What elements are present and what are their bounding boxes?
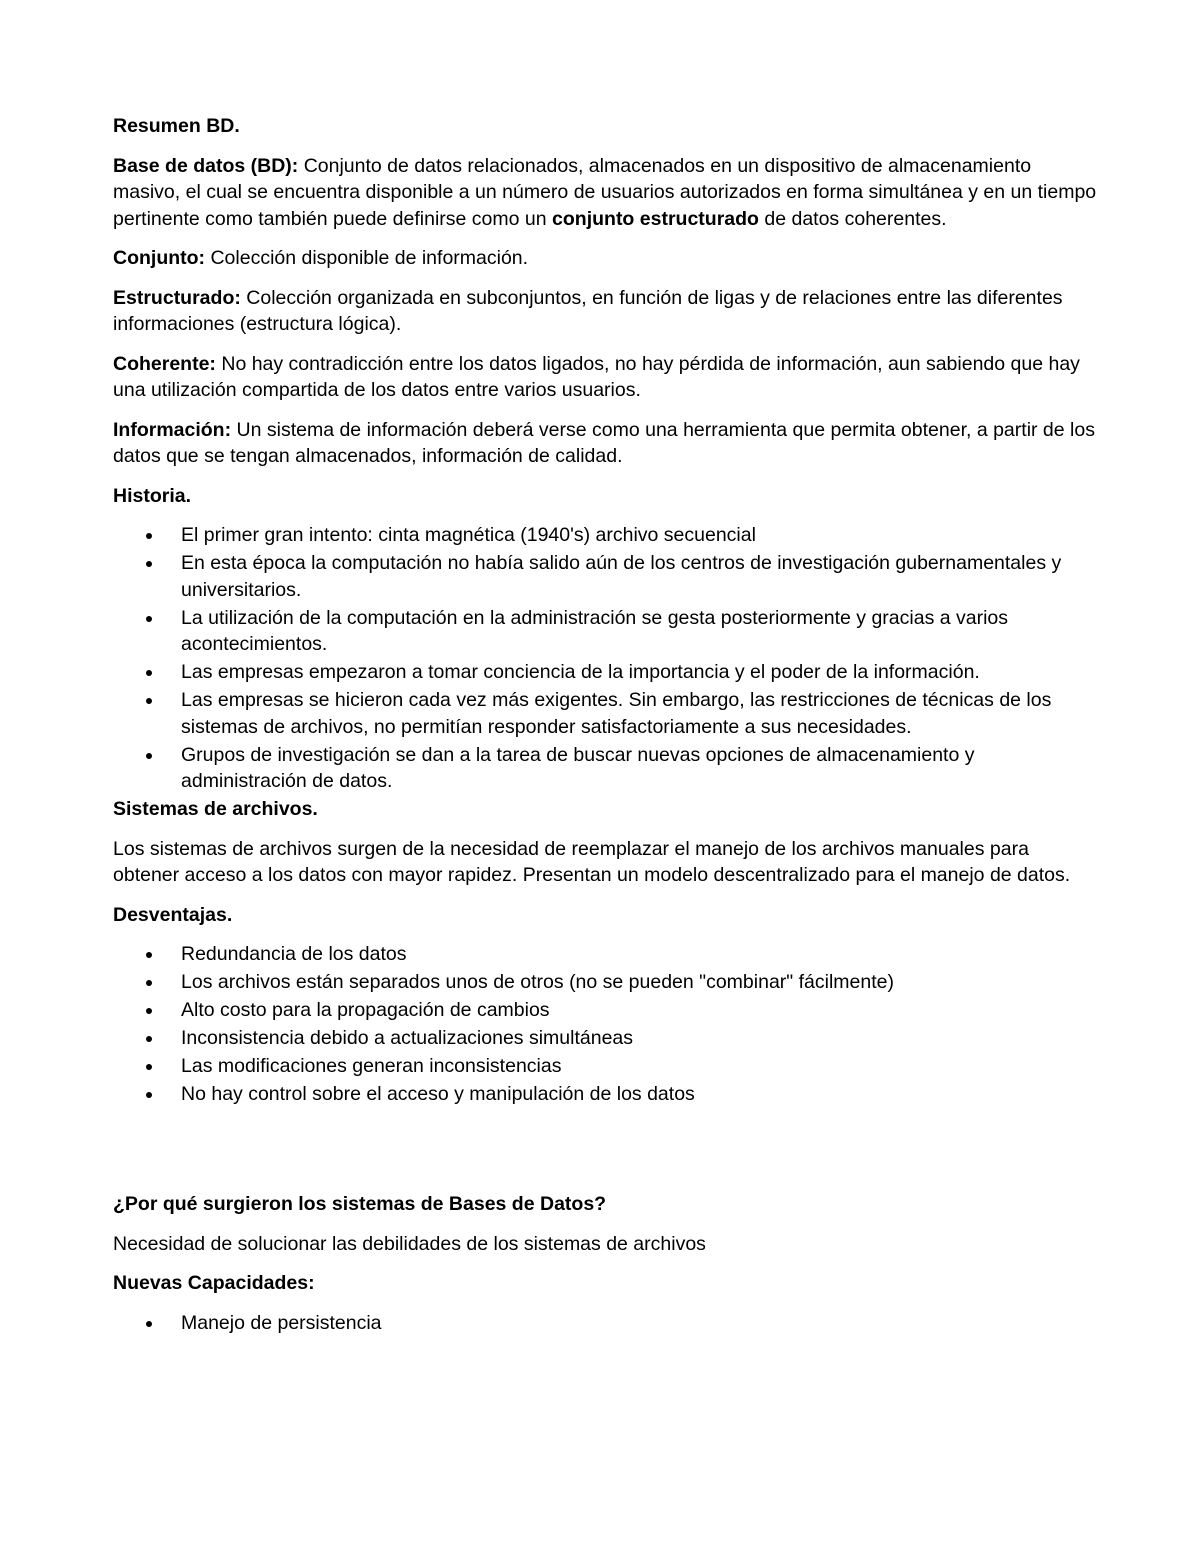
blank-space xyxy=(113,1109,1100,1191)
section-heading-porque: ¿Por qué surgieron los sistemas de Bases de Datos? xyxy=(113,1193,607,1215)
list-item: Los archivos están separados unos de otros (no se pueden "combinar" fácilmente) xyxy=(113,969,1100,996)
definition-conjunto xyxy=(113,245,1100,272)
desventajas-list xyxy=(113,941,1100,1108)
definition-text: Colección disponible de información. xyxy=(205,247,529,269)
list-item: No hay control sobre el acceso y manipulación de los datos xyxy=(113,1081,1100,1108)
definition-term: Estructurado: xyxy=(113,286,241,309)
list-item: Inconsistencia debido a actualizaciones simultáneas xyxy=(113,1025,1100,1052)
list-item: Redundancia de los datos xyxy=(113,941,1100,968)
document-title: Resumen BD. xyxy=(113,115,240,137)
definition-base-de-datos xyxy=(113,153,1100,233)
definition-estructurado xyxy=(113,285,1100,338)
section-heading-desventajas: Desventajas. xyxy=(113,903,233,926)
definition-text: No hay contradicción entre los datos ligados, no hay pérdida de información, aun sabiendo que hay una utilización compartida de los datos entre varios usuarios. xyxy=(113,352,1080,401)
list-item: La utilización de la computación en la administración se gesta posteriormente y gracias a varios acontecimientos. xyxy=(113,605,1100,658)
capacidades-list xyxy=(113,1310,1100,1337)
definition-text: Conjunto de datos relacionados, almacenados en un dispositivo de almacenamiento masivo, el cual se encuentra disponible a un número de usuarios autorizados en forma simultánea y en un tiempo pertinente como también puede definirse como un xyxy=(113,154,1097,230)
definition-text-end: de datos coherentes. xyxy=(758,207,947,230)
sistemas-paragraph: Los sistemas de archivos surgen de la necesidad de reemplazar el manejo de los archivos manuales para obtener acceso a los datos con mayor rapidez. Presentan un modelo descentralizado para el manejo de datos. xyxy=(113,837,1071,886)
section-heading-capacidades: Nuevas Capacidades: xyxy=(113,1272,315,1294)
list-item: Las empresas se hicieron cada vez más exigentes. Sin embargo, las restricciones de técnicas de los sistemas de archivos, no permitían responder satisfactoriamente a sus necesidades. xyxy=(113,687,1100,740)
list-item: Grupos de investigación se dan a la tarea de buscar nuevas opciones de almacenamiento y administración de datos. xyxy=(113,742,1100,795)
definition-text: Un sistema de información deberá verse como una herramienta que permita obtener, a partir de los datos que se tengan almacenados, información de calidad. xyxy=(113,418,1095,467)
definition-term: Base de datos (BD): xyxy=(113,154,299,177)
list-item: En esta época la computación no había salido aún de los centros de investigación gubernamentales y universitarios. xyxy=(113,550,1100,603)
section-heading-historia: Historia. xyxy=(113,484,192,507)
historia-list xyxy=(113,522,1100,795)
list-item: El primer gran intento: cinta magnética (1940's) archivo secuencial xyxy=(113,522,1100,549)
porque-paragraph: Necesidad de solucionar las debilidades de los sistemas de archivos xyxy=(113,1232,706,1255)
definition-term: Conjunto: xyxy=(113,247,206,269)
definition-informacion xyxy=(113,417,1100,470)
definition-term: Información: xyxy=(113,418,232,441)
section-heading-sistemas: Sistemas de archivos. xyxy=(113,798,318,820)
list-item: Las empresas empezaron a tomar conciencia de la importancia y el poder de la información. xyxy=(113,659,1100,686)
definition-coherente xyxy=(113,351,1100,404)
definition-text: Colección organizada en subconjuntos, en función de ligas y de relaciones entre las diferentes informaciones (estructura lógica). xyxy=(113,286,1063,335)
definition-term: Coherente: xyxy=(113,352,216,375)
definition-emphasis: conjunto estructurado xyxy=(552,207,759,230)
list-item: Manejo de persistencia xyxy=(113,1310,1100,1337)
list-item: Alto costo para la propagación de cambios xyxy=(113,997,1100,1024)
list-item: Las modificaciones generan inconsistencias xyxy=(113,1053,1100,1080)
